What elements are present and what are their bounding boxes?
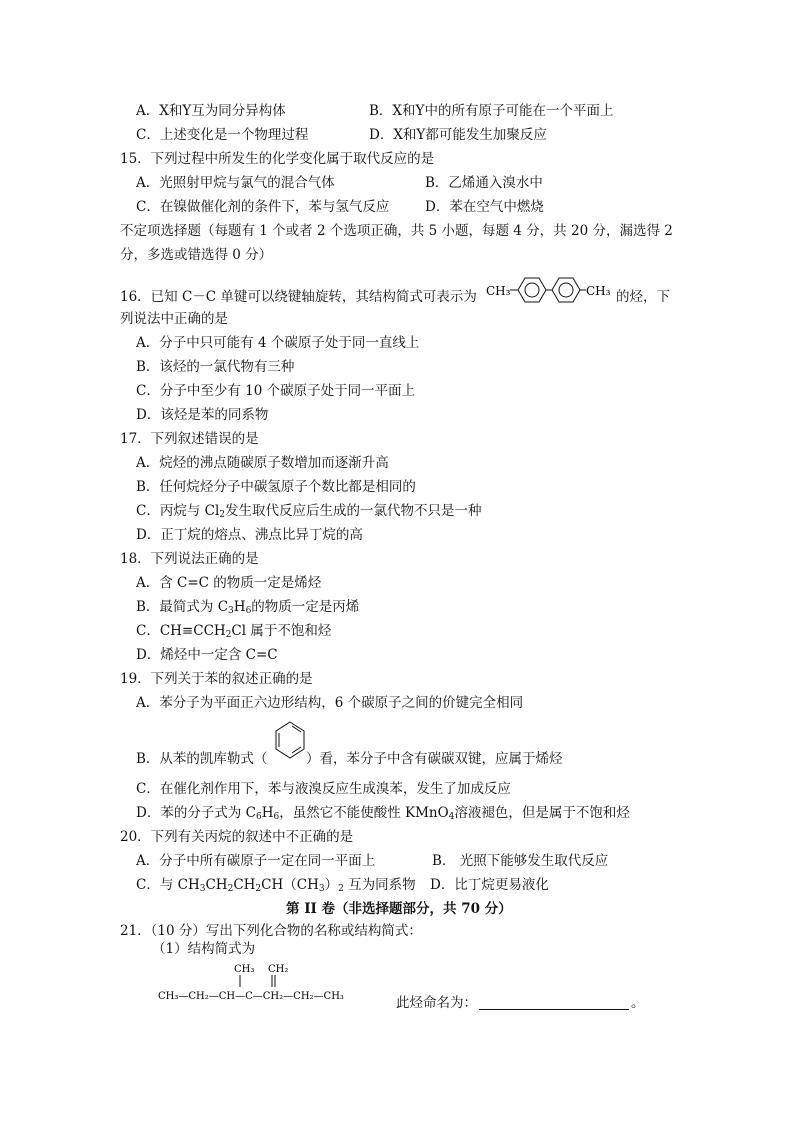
- q19-option-d: D．苯的分子式为 $C_6H_6$，虽然它不能使酸性 KMnO$_4$溶液褪色，但是属于不饱和烃: [136, 805, 630, 822]
- q19-option-b-post: ）看，苯分子中含有碳碳双键，应属于烯烃: [306, 751, 563, 767]
- q16-stem-post: 的烃，下: [616, 289, 670, 305]
- q16-option-a: A．分子中只可能有 4 个碳原子处于同一直线上: [136, 335, 420, 351]
- q21-structure: [158, 960, 394, 1009]
- q20-option-c: C．与 $CH_3CH_2CH_2CH(CH_3)_2$ 互为同系物: [136, 877, 416, 894]
- q21-answer-blank[interactable]: [479, 995, 629, 1010]
- q16-stem-line2: 列说法中正确的是: [120, 311, 228, 327]
- q16-option-b: B．该烃的一氯代物有三种: [136, 359, 295, 375]
- q14-option-d: D．X和Y都可能发生加聚反应: [369, 127, 547, 143]
- q14-option-b: B．X和Y中的所有原子可能在一个平面上: [369, 103, 614, 119]
- q17-stem: 17．下列叙述错误的是: [120, 431, 259, 447]
- q17-option-d: D．正丁烷的熔点、沸点比异丁烷的高: [136, 527, 363, 543]
- q19-stem: 19．下列关于苯的叙述正确的是: [120, 671, 313, 687]
- q18-option-a: A．含 C=C 的物质一定是烯烃: [136, 575, 322, 591]
- q19-option-c: C．在催化剂作用下，苯与液溴反应生成溴苯，发生了加成反应: [136, 781, 511, 797]
- q16-option-d: D．该烃是苯的同系物: [136, 407, 269, 423]
- q18-stem: 18．下列说法正确的是: [120, 551, 259, 567]
- q18-option-c: C．$CH\equiv CCH_2Cl$ 属于不饱和烃: [136, 623, 332, 640]
- mol-left-ch3: CH₃: [486, 284, 511, 298]
- q21-name-prompt: 此烃命名为： 。: [396, 995, 645, 1011]
- q21-stem: 21．（10 分）写出下列化合物的名称或结构简式：: [120, 923, 422, 939]
- q21-sub1: （1）结构简式为: [152, 941, 256, 957]
- q18-option-b: B．最简式为 $C_3H_6$的物质一定是丙烯: [136, 599, 360, 616]
- q20-option-a: A．分子中所有碳原子一定在同一平面上: [136, 853, 376, 869]
- q19-option-a: A．苯分子为平面正六边形结构，6 个碳原子之间的价键完全相同: [136, 695, 524, 711]
- dimethylbiphenyl-structure: [486, 268, 616, 316]
- q17-option-c: C．丙烷与 $Cl_2$发生取代反应后生成的一氯代物不只是一种: [136, 503, 482, 520]
- q20-stem: 20．下列有关丙烷的叙述中不正确的是: [120, 829, 354, 845]
- q14-option-c: C．上述变化是一个物理过程: [136, 127, 309, 143]
- part2-title: 第 II 卷（非选择题部分，共 70 分）: [286, 901, 512, 917]
- q15-option-a: A．光照射甲烷与氯气的混合气体: [136, 175, 335, 191]
- q15-option-c: C．在镍做催化剂的条件下，苯与氢气反应: [136, 199, 390, 215]
- q16-option-c: C．分子中至少有 10 个碳原子处于同一平面上: [136, 383, 416, 399]
- q17-option-a: A．烷烃的沸点随碳原子数增加而逐渐升高: [136, 455, 389, 471]
- q19-option-b-pre: B．从苯的凯库勒式（: [136, 751, 268, 767]
- section-instructions-line2: 分，多选或错选得 0 分）: [120, 247, 273, 263]
- q18-option-d: D．烯烃中一定含 C=C: [136, 647, 278, 663]
- q15-option-b: B．乙烯通入溴水中: [425, 175, 543, 191]
- main-chain: CH₃—CH₂—CH—C—CH₂—CH₂—CH₃: [158, 991, 344, 1002]
- mol-right-ch3: CH₃: [586, 284, 611, 298]
- q14-option-a: A．X和Y互为同分异构体: [136, 103, 286, 119]
- kekule-benzene-structure: [270, 718, 310, 774]
- branch-ch2: CH₂: [268, 964, 289, 975]
- q20-option-b: B． 光照下能够发生取代反应: [432, 853, 609, 869]
- q20-option-d: D．比丁烷更易液化: [430, 877, 549, 893]
- branch-ch3: CH₃: [234, 964, 255, 975]
- q16-stem-pre: 16．已知 C－C 单键可以绕键轴旋转，其结构简式可表示为: [120, 289, 477, 305]
- q15-option-d: D．苯在空气中燃烧: [425, 199, 544, 215]
- q15-stem: 15．下列过程中所发生的化学变化属于取代反应的是: [120, 151, 435, 167]
- section-instructions-line1: 不定项选择题（每题有 1 个或者 2 个选项正确，共 5 小题，每题 4 分，共 20 分，漏选得 2: [120, 223, 673, 239]
- q17-option-b: B．任何烷烃分子中碳氢原子个数比都是相同的: [136, 479, 416, 495]
